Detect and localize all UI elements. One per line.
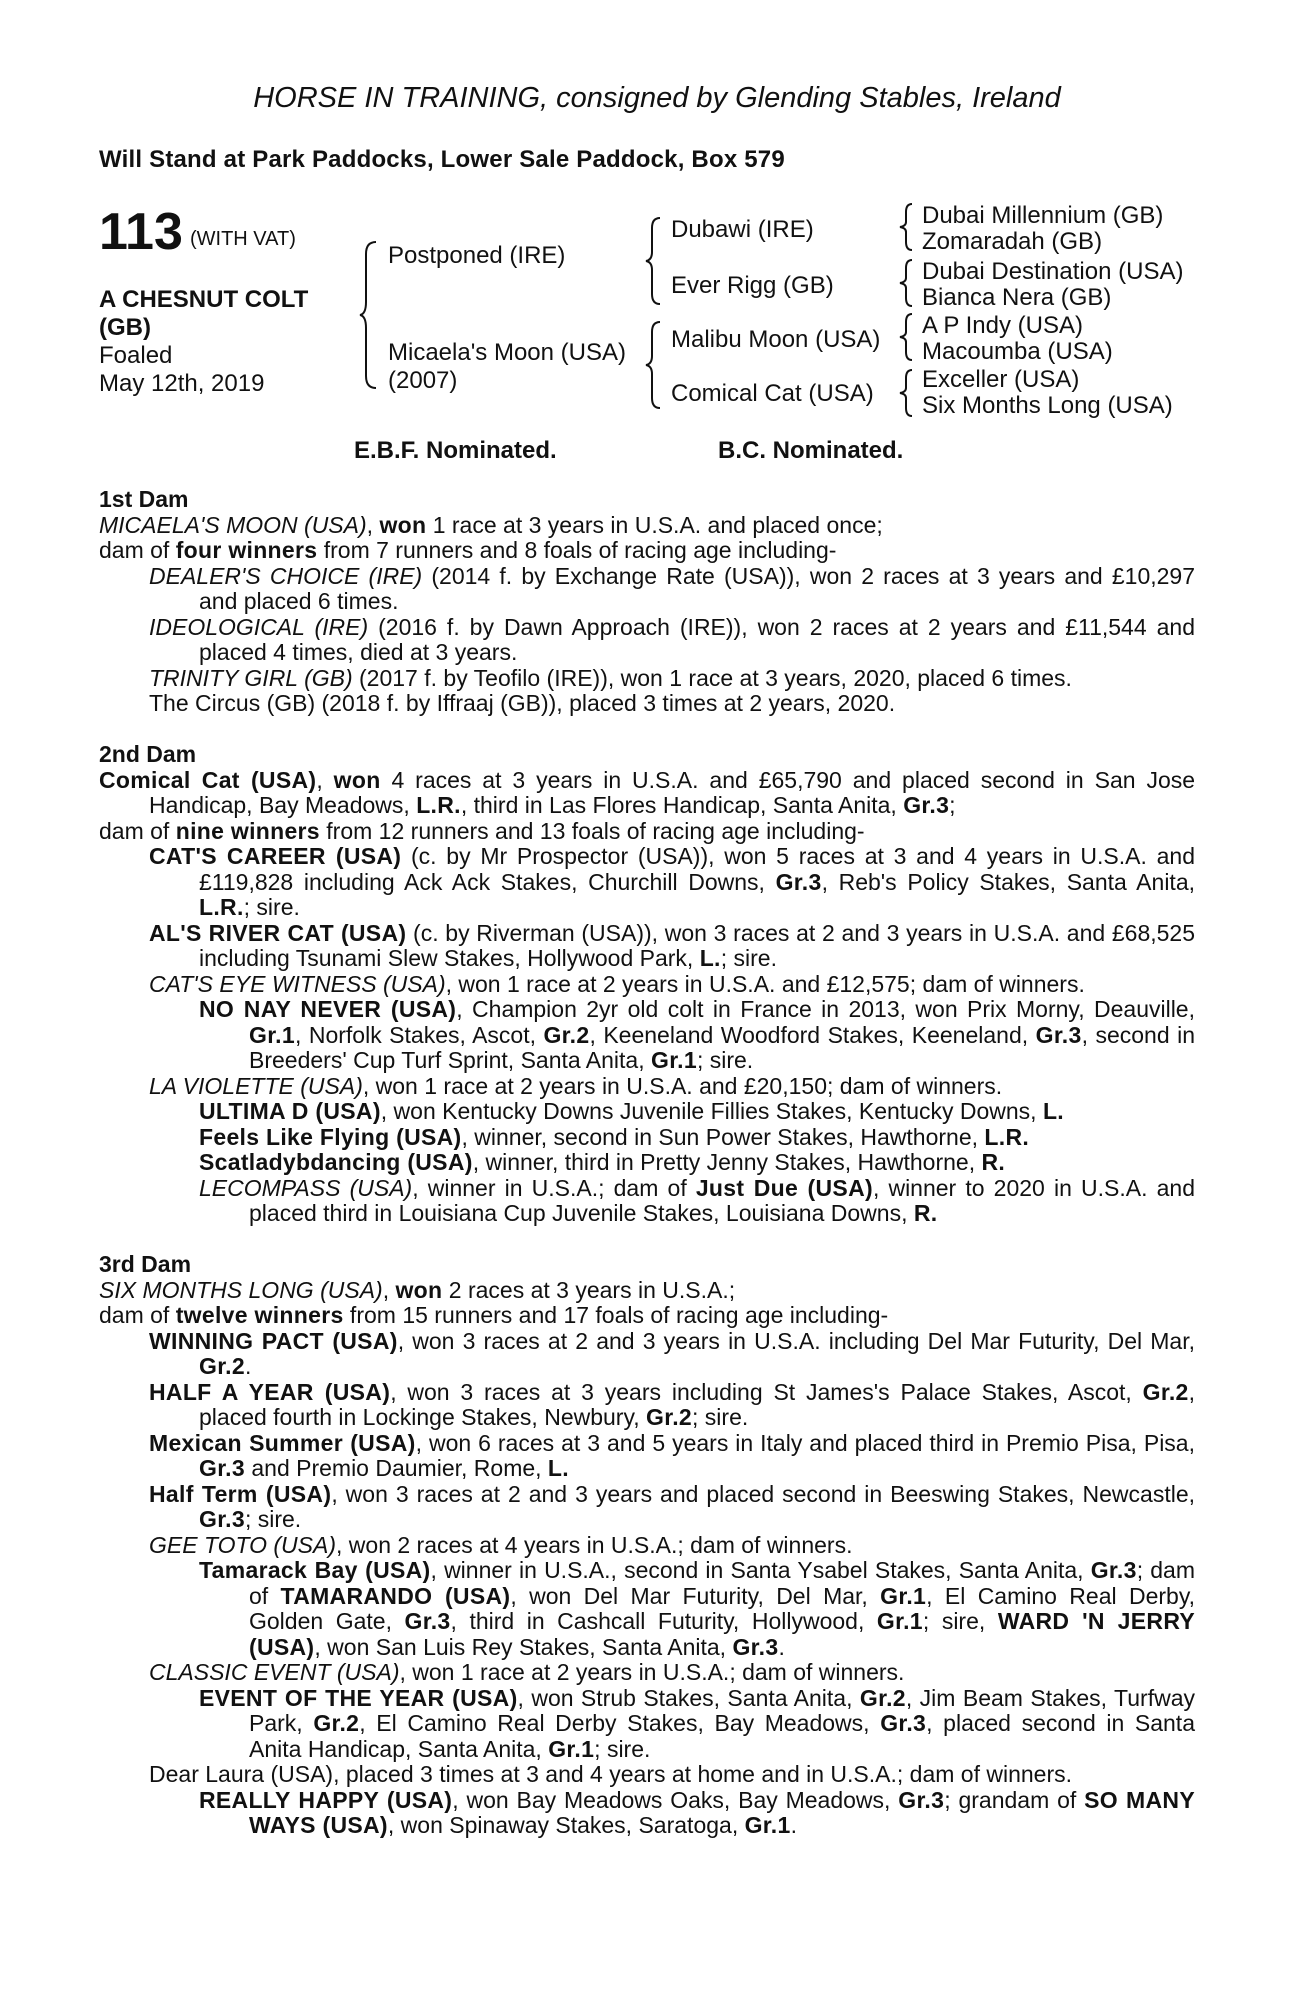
pedigree-dam-dam: Comical Cat (USA) bbox=[671, 380, 874, 407]
third-dam-section bbox=[99, 1278, 1195, 1839]
ebf-nomination: E.B.F. Nominated. bbox=[354, 437, 557, 464]
lot-number: 113 bbox=[99, 203, 183, 261]
pedigree-g7: Exceller (USA) bbox=[922, 366, 1080, 393]
pedigree-g3: Dubai Destination (USA) bbox=[922, 258, 1184, 285]
pedigree-g2: Zomaradah (GB) bbox=[922, 228, 1103, 255]
foaled-date: May 12th, 2019 bbox=[99, 370, 265, 397]
third-dam-heading: 3rd Dam bbox=[99, 1251, 192, 1277]
progeny-entry: LA VIOLETTE (USA), won 1 race at 2 years in U.S.A. and £20,150; dam of winners. bbox=[149, 1072, 1003, 1099]
progeny-entry: Mexican Summer (USA), won 6 races at 3 and 5 years in Italy and placed third in Premio Pisa, Pisa, Gr.3 and Premio Daumier, Rome, L. bbox=[149, 1429, 1195, 1481]
foaled-label: Foaled bbox=[99, 342, 173, 369]
pedigree-g6: Macoumba (USA) bbox=[922, 338, 1113, 365]
pedigree-dam-year: (2007) bbox=[388, 367, 458, 394]
dam-record-line: Comical Cat (USA), won 4 races at 3 years in U.S.A. and £65,790 and placed second in San Jose Handicap, Bay Meadows, L.R., third in Las Flores Handicap, Santa Anita, Gr.3; bbox=[99, 766, 1196, 818]
progeny-entry: Feels Like Flying (USA), winner, second in Sun Power Stakes, Hawthorne, L.R. bbox=[199, 1123, 1030, 1150]
dam-record-line: dam of nine winners from 12 runners and 13 foals of racing age including- bbox=[99, 817, 865, 844]
bc-nomination: B.C. Nominated. bbox=[718, 437, 904, 464]
progeny-entry: LECOMPASS (USA), winner in U.S.A.; dam of Just Due (USA), winner to 2020 in U.S.A. and placed third in Louisiana Cup Juvenile Stakes, Louisiana Downs, R. bbox=[199, 1174, 1195, 1226]
progeny-entry: DEALER'S CHOICE (IRE) (2014 f. by Exchange Rate (USA)), won 2 races at 3 years and £10,297 and placed 6 times. bbox=[149, 562, 1195, 614]
first-dam-heading: 1st Dam bbox=[99, 486, 189, 512]
description-line-2: (GB) bbox=[99, 314, 151, 341]
pedigree-g1: Dubai Millennium (GB) bbox=[922, 202, 1164, 229]
progeny-entry: CAT'S EYE WITNESS (USA), won 1 race at 2 years in U.S.A. and £12,575; dam of winners. bbox=[149, 970, 1085, 997]
pedigree-brace-g1 bbox=[898, 202, 916, 252]
progeny-entry: IDEOLOGICAL (IRE) (2016 f. by Dawn Approach (IRE)), won 2 races at 2 years and £11,544 and placed 4 times, died at 3 years. bbox=[149, 613, 1195, 665]
pedigree-sire-dam: Ever Rigg (GB) bbox=[671, 272, 834, 299]
progeny-entry: The Circus (GB) (2018 f. by Iffraaj (GB)), placed 3 times at 2 years, 2020. bbox=[149, 690, 896, 716]
dam-produce-record bbox=[99, 487, 1195, 1839]
pedigree-g5: A P Indy (USA) bbox=[922, 312, 1083, 339]
pedigree-brace-g2 bbox=[898, 258, 916, 308]
second-dam-section bbox=[99, 768, 1195, 1227]
progeny-entry: CAT'S CAREER (USA) (c. by Mr Prospector (USA)), won 5 races at 3 and 4 years in U.S.A. and £119,828 including Ack Ack Stakes, Churchill Downs, Gr.3, Reb's Policy Stakes, Santa Anita, L.R.; sire. bbox=[149, 843, 1195, 920]
first-dam-section bbox=[99, 513, 1195, 717]
progeny-entry: WINNING PACT (USA), won 3 races at 2 and 3 years in U.S.A. including Del Mar Futurity, Del Mar, Gr.2. bbox=[149, 1327, 1196, 1379]
pedigree-sire: Postponed (IRE) bbox=[388, 242, 566, 269]
second-dam-heading: 2nd Dam bbox=[99, 741, 197, 767]
progeny-entry: NO NAY NEVER (USA), Champion 2yr old colt in France in 2013, won Prix Morny, Deauville, Gr.1, Norfolk Stakes, Ascot, Gr.2, Keeneland Woodford Stakes, Keeneland, Gr.3, second in Breeders' Cup Turf Sprint, Santa Anita, Gr.1; sire. bbox=[199, 996, 1196, 1073]
pedigree-brace-sire bbox=[644, 216, 664, 306]
progeny-entry: AL'S RIVER CAT (USA) (c. by Riverman (USA)), won 3 races at 2 and 3 years in U.S.A. and £68,525 including Tsunami Slew Stakes, Hollywood Park, L.; sire. bbox=[149, 919, 1196, 971]
progeny-entry: TRINITY GIRL (GB) (2017 f. by Teofilo (IRE)), won 1 race at 3 years, 2020, placed 6 times. bbox=[149, 664, 1072, 691]
pedigree-dam: Micaela's Moon (USA) bbox=[388, 339, 626, 366]
pedigree-brace-g4 bbox=[898, 368, 916, 418]
description-line-1: A CHESNUT COLT bbox=[99, 286, 309, 313]
pedigree-g4: Bianca Nera (GB) bbox=[922, 284, 1112, 311]
dam-record-line: dam of twelve winners from 15 runners and 17 foals of racing age including- bbox=[99, 1302, 889, 1328]
progeny-entry: CLASSIC EVENT (USA), won 1 race at 2 years in U.S.A.; dam of winners. bbox=[149, 1659, 905, 1685]
vat-label: (WITH VAT) bbox=[190, 228, 296, 250]
progeny-entry: Tamarack Bay (USA), winner in U.S.A., second in Santa Ysabel Stakes, Santa Anita, Gr.3; dam of TAMARANDO (USA), won Del Mar Futurity, Del Mar, Gr.1, El Camino Real Derby, Golden Gate, Gr.3, third in Cashcall Futurity, Hollywood, Gr.1; sire, WARD 'N JERRY (USA), won San Luis Rey Stakes, Santa Anita, Gr.3. bbox=[199, 1557, 1196, 1660]
dam-record-line: dam of four winners from 7 runners and 8 foals of racing age including- bbox=[99, 537, 837, 563]
progeny-entry: EVENT OF THE YEAR (USA), won Strub Stakes, Santa Anita, Gr.2, Jim Beam Stakes, Turfway Park, Gr.2, El Camino Real Derby Stakes, Bay Meadows, Gr.3, placed second in Santa Anita Handicap, Santa Anita, Gr.1; sire. bbox=[199, 1684, 1195, 1762]
progeny-entry: Half Term (USA), won 3 races at 2 and 3 years and placed second in Beeswing Stakes, Newcastle, Gr.3; sire. bbox=[149, 1480, 1195, 1532]
pedigree-brace-main bbox=[358, 240, 380, 390]
progeny-entry: GEE TOTO (USA), won 2 races at 4 years in U.S.A.; dam of winners. bbox=[149, 1531, 853, 1558]
stand-location: Will Stand at Park Paddocks, Lower Sale Paddock, Box 579 bbox=[99, 146, 785, 173]
dam-record-line: SIX MONTHS LONG (USA), won 2 races at 3 years in U.S.A.; bbox=[99, 1276, 736, 1303]
pedigree-dam-sire: Malibu Moon (USA) bbox=[671, 326, 881, 353]
progeny-entry: Scatladybdancing (USA), winner, third in Pretty Jenny Stakes, Hawthorne, R. bbox=[199, 1149, 1006, 1175]
progeny-entry: HALF A YEAR (USA), won 3 races at 3 years including St James's Palace Stakes, Ascot, Gr.2, placed fourth in Lockinge Stakes, Newbury, Gr.2; sire. bbox=[149, 1378, 1196, 1430]
progeny-entry: Dear Laura (USA), placed 3 times at 3 and 4 years at home and in U.S.A.; dam of winners. bbox=[149, 1761, 1073, 1787]
progeny-entry: ULTIMA D (USA), won Kentucky Downs Juvenile Fillies Stakes, Kentucky Downs, L. bbox=[199, 1098, 1064, 1124]
pedigree-brace-dam bbox=[644, 320, 664, 410]
progeny-entry: REALLY HAPPY (USA), won Bay Meadows Oaks, Bay Meadows, Gr.3; grandam of SO MANY WAYS (USA), won Spinaway Stakes, Saratoga, Gr.1. bbox=[199, 1786, 1195, 1838]
catalogue-title: HORSE IN TRAINING, consigned by Glending Stables, Ireland bbox=[253, 82, 1061, 114]
pedigree-sire-sire: Dubawi (IRE) bbox=[671, 216, 814, 243]
dam-record-line: MICAELA'S MOON (USA), won 1 race at 3 years in U.S.A. and placed once; bbox=[99, 511, 883, 538]
pedigree-brace-g3 bbox=[898, 312, 916, 362]
lot-description bbox=[99, 286, 359, 398]
pedigree-g8: Six Months Long (USA) bbox=[922, 392, 1173, 419]
